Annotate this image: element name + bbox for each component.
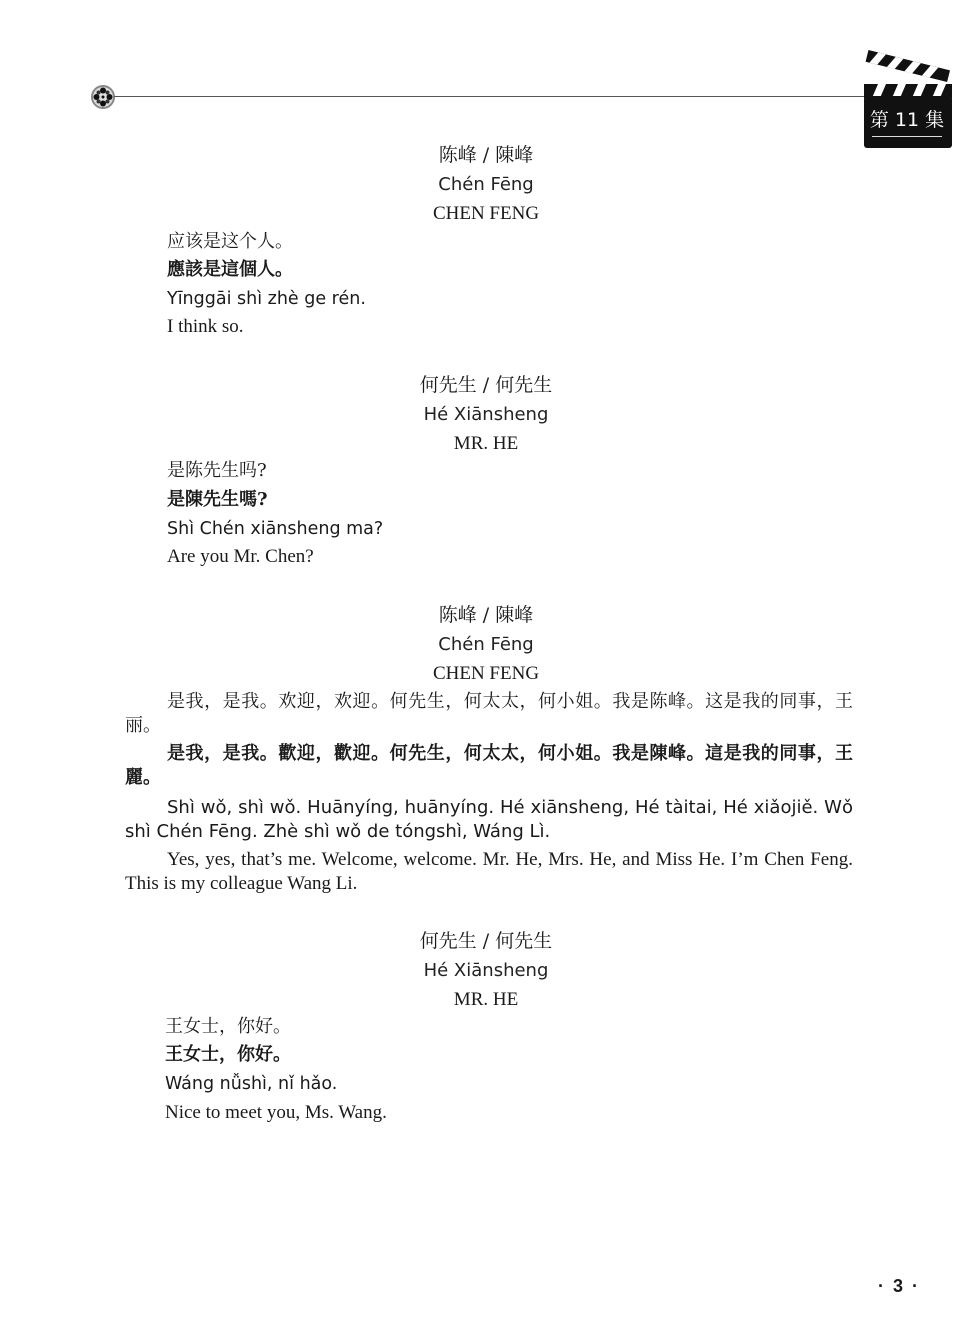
speaker-header [0,371,960,458]
speaker-name-zh: 何先生 / 何先生 [419,374,553,396]
speaker-name-en: CHEN FENG [432,203,540,224]
line-traditional: 是陳先生嗎? [167,489,268,510]
speaker-name-en: MR. HE [453,989,519,1010]
paragraph-english: Yes, yes, that’s me. Welcome, welcome. Mr. He, Mrs. He, and Miss He. I’m Chen Feng. This is my colleague Wang Li. [125,849,853,894]
speaker-header [0,601,960,688]
speaker-name-zh: 陈峰 / 陳峰 [438,144,534,166]
line-pinyin: Yīnggāi shì zhè ge rén. [167,289,366,309]
line-pinyin: Wáng nǚshì, nǐ hǎo. [165,1074,338,1094]
speaker-name-zh: 何先生 / 何先生 [419,930,553,952]
episode-label: 第 11 集 [869,109,945,131]
speaker-name-pinyin: Chén Fēng [438,174,534,195]
line-pinyin: Shì Chén xiānsheng ma? [167,519,384,539]
line-english: Are you Mr. Chen? [167,546,314,567]
line-simplified: 应该是这个人。 [167,231,293,252]
speaker-name-en: MR. HE [453,433,519,454]
paragraph-traditional: 是我，是我。歡迎，歡迎。何先生，何太太，何小姐。我是陳峰。這是我的同事，王麗。 [125,743,853,788]
speaker-name-pinyin: Hé Xiānsheng [423,404,549,425]
paragraph-pinyin: Shì wǒ, shì wǒ. Huānyíng, huānyíng. Hé xiānsheng, Hé tàitai, Hé xiǎojiě. Wǒ shì Chén Fēng. Zhè shì wǒ de tóngshì, Wáng Lì. [125,797,853,842]
line-traditional: 王女士，你好。 [165,1044,291,1065]
line-simplified: 王女士，你好。 [165,1016,291,1037]
line-english: Nice to meet you, Ms. Wang. [165,1102,387,1123]
header-rule [114,96,872,97]
paragraph-simplified: 是我，是我。欢迎，欢迎。何先生，何太太，何小姐。我是陈峰。这是我的同事，王丽。 [125,691,853,736]
line-traditional: 應該是這個人。 [167,259,293,280]
line-english: I think so. [167,316,244,337]
speaker-header [0,927,960,1014]
speaker-name-pinyin: Hé Xiānsheng [423,960,549,981]
line-simplified: 是陈先生吗? [167,460,267,481]
speaker-header [0,141,960,228]
page-number: · 3 · [878,1276,921,1296]
speaker-name-en: CHEN FENG [432,663,540,684]
speaker-name-zh: 陈峰 / 陳峰 [438,604,534,626]
speaker-name-pinyin: Chén Fēng [438,634,534,655]
film-reel-icon [90,84,116,110]
episode-label-underline [872,136,942,137]
